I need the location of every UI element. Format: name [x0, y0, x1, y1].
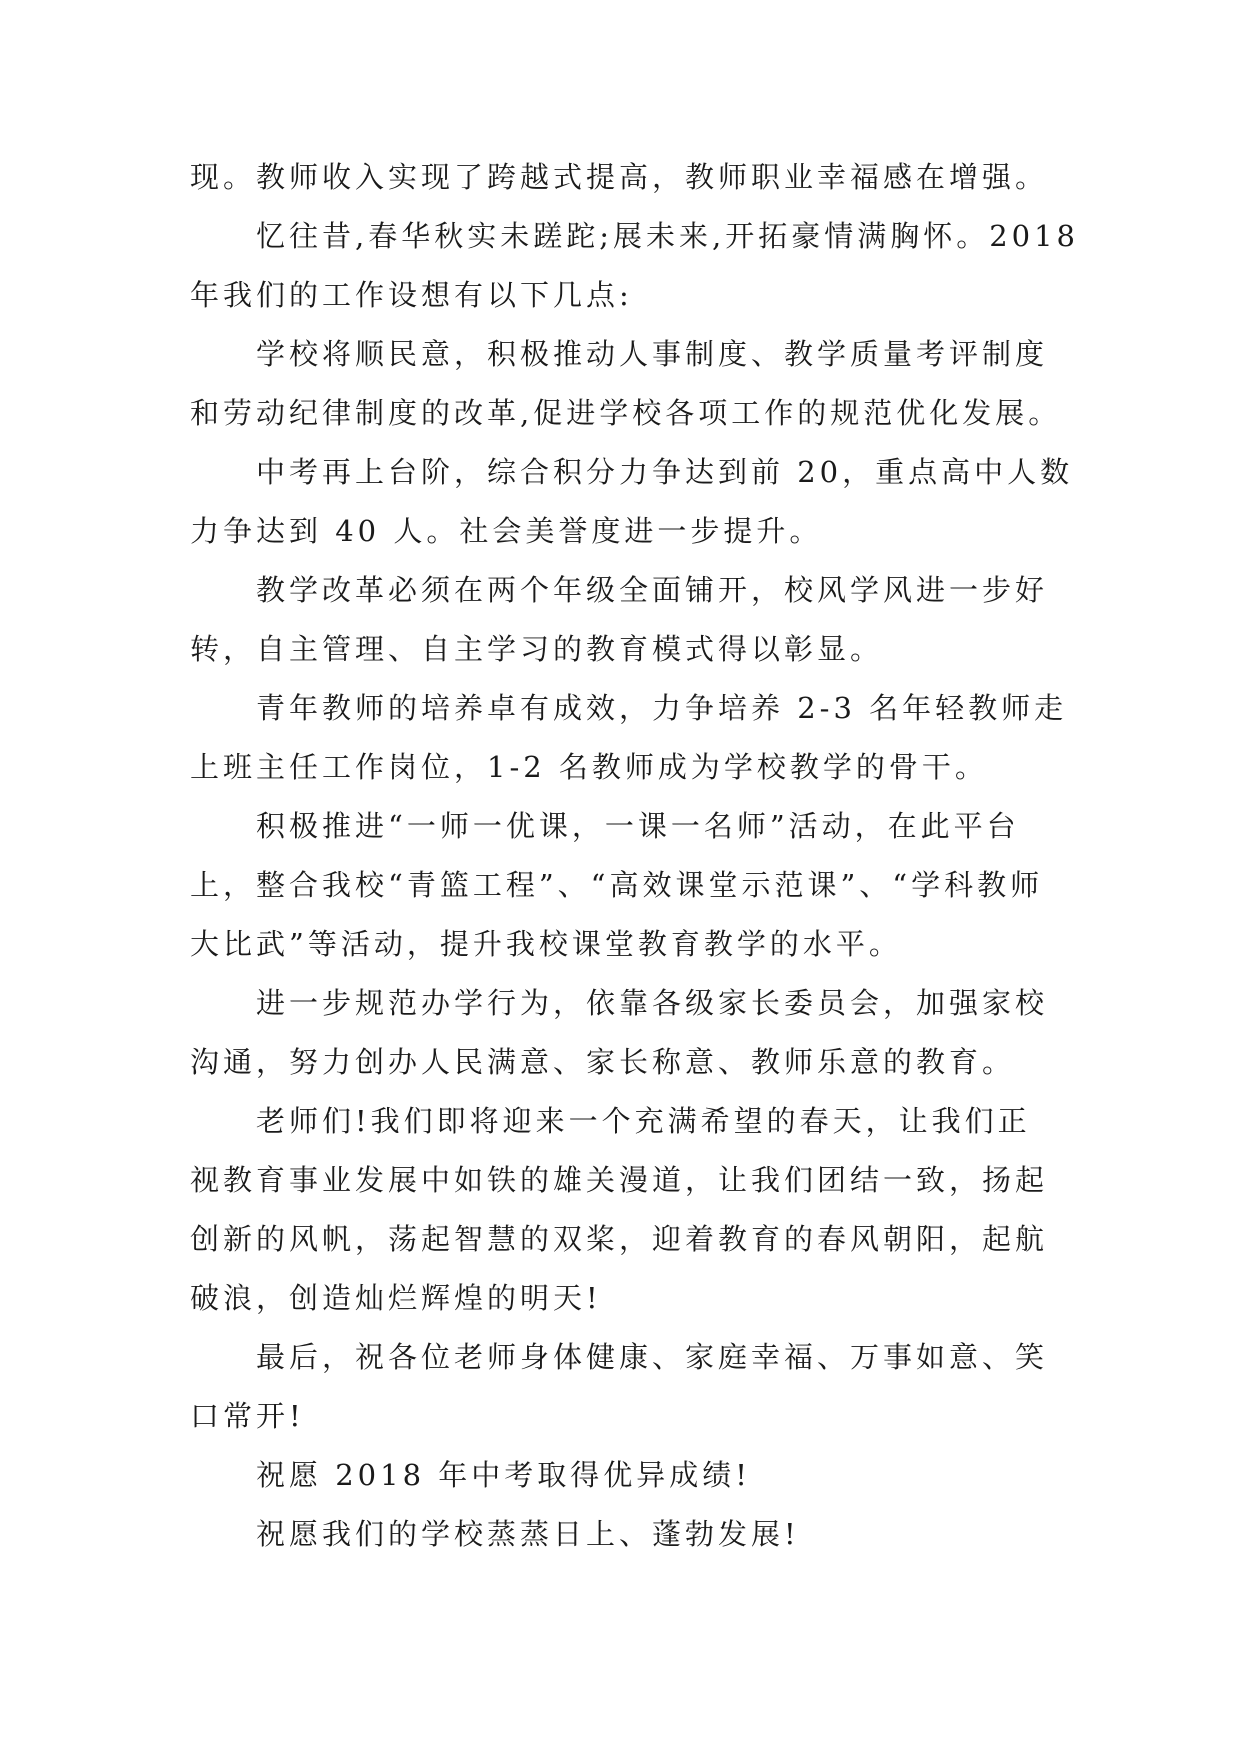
paragraph-8 [190, 974, 1070, 1092]
paragraph-2 [190, 207, 1080, 325]
text-line: 祝愿 2018 年中考取得优异成绩! [256, 1458, 751, 1492]
text-line: 积极推进“一师一优课，一课一名师”活动，在此平台 [256, 809, 1020, 843]
paragraph-4 [190, 443, 1074, 561]
text-line: 创新的风帆，荡起智慧的双桨，迎着教育的春风朝阳，起航 [190, 1222, 1049, 1256]
text-line: 年我们的工作设想有以下几点: [190, 278, 633, 312]
text-line: 转，自主管理、自主学习的教育模式得以彰显。 [190, 632, 884, 666]
text-line: 视教育事业发展中如铁的雄关漫道，让我们团结一致，扬起 [190, 1163, 1049, 1197]
paragraph-11 [190, 1446, 1070, 1505]
paragraph-5 [190, 561, 1070, 679]
text-line: 大比武”等活动，提升我校课堂教育教学的水平。 [190, 927, 902, 961]
text-line: 忆往昔,春华秋实未蹉跎;展未来,开拓豪情满胸怀。2018 [256, 219, 1080, 253]
text-line: 青年教师的培养卓有成效，力争培养 2-3 名年轻教师走 [256, 691, 1068, 725]
text-line: 力争达到 40 人。社会美誉度进一步提升。 [190, 514, 823, 548]
document-body [190, 148, 1080, 1564]
paragraph-3 [190, 325, 1070, 443]
paragraph-6 [190, 679, 1070, 797]
paragraph-10 [190, 1328, 1070, 1446]
text-line: 沟通，努力创办人民满意、家长称意、教师乐意的教育。 [190, 1045, 1016, 1079]
text-line: 进一步规范办学行为，依靠各级家长委员会，加强家校 [256, 986, 1049, 1020]
text-line: 现。教师收入实现了跨越式提高，教师职业幸福感在增强。 [190, 160, 1049, 194]
text-line: 中考再上台阶，综合积分力争达到前 20，重点高中人数 [256, 455, 1074, 489]
text-line: 破浪，创造灿烂辉煌的明天! [190, 1281, 602, 1315]
text-line: 和劳动纪律制度的改革,促进学校各项工作的规范优化发展。 [190, 396, 1062, 430]
paragraph-9 [190, 1092, 1070, 1328]
text-line: 口常开! [190, 1399, 305, 1433]
paragraph-7 [190, 797, 1070, 974]
text-line: 最后，祝各位老师身体健康、家庭幸福、万事如意、笑 [256, 1340, 1049, 1374]
text-line: 学校将顺民意，积极推动人事制度、教学质量考评制度 [256, 337, 1049, 371]
text-line: 教学改革必须在两个年级全面铺开，校风学风进一步好 [256, 573, 1049, 607]
text-line: 老师们!我们即将迎来一个充满希望的春天，让我们正 [256, 1104, 1031, 1138]
text-line: 上班主任工作岗位，1-2 名教师成为学校教学的骨干。 [190, 750, 988, 784]
paragraph-1 [190, 148, 1070, 207]
text-line: 上，整合我校“青篮工程”、“高效课堂示范课”、“学科教师 [190, 868, 1044, 902]
text-line: 祝愿我们的学校蒸蒸日上、蓬勃发展! [256, 1517, 800, 1551]
paragraph-12 [190, 1505, 1070, 1564]
